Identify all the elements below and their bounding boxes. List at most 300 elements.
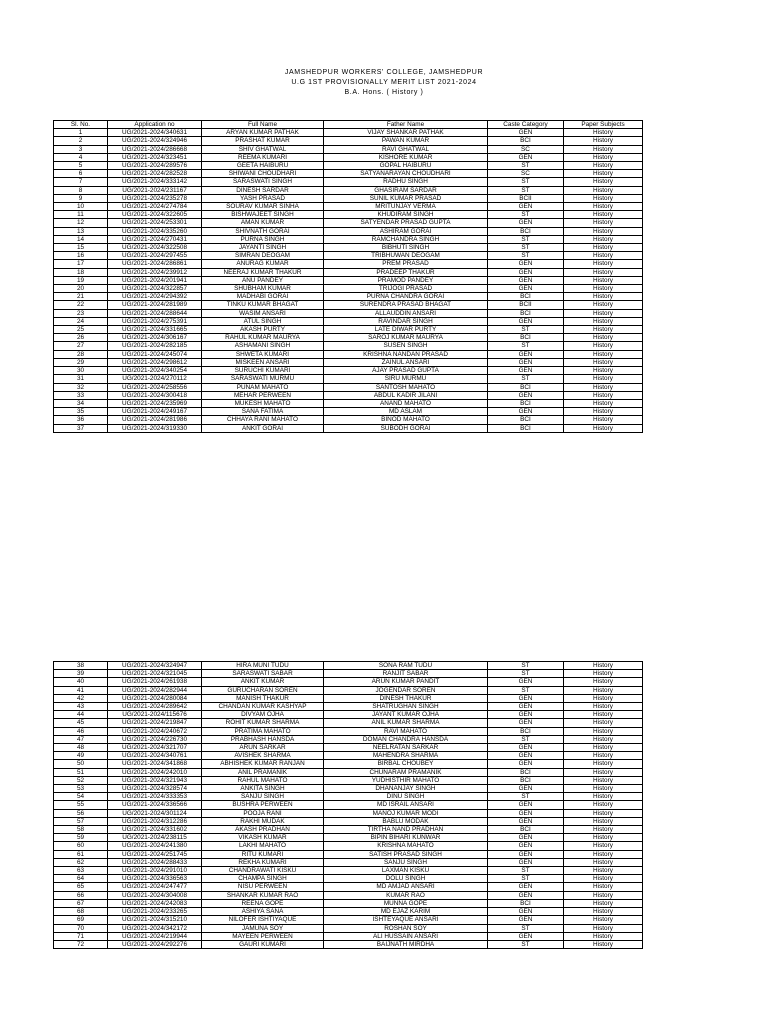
cell-caste-category: GEN [488, 817, 564, 825]
cell-application-no: UG/2021-2024/281989 [108, 301, 202, 309]
merit-list-title: U.G 1ST PROVISIONALLY MERIT LIST 2021-2024 [291, 79, 477, 86]
cell-caste-category: BCI [488, 424, 564, 432]
cell-father-name: MAHENDRA SHARMA [324, 752, 488, 760]
cell-sl-no: 45 [54, 719, 108, 727]
cell-application-no: UG/2021-2024/253301 [108, 219, 202, 227]
cell-sl-no: 67 [54, 899, 108, 907]
cell-full-name: AVISHEK SHARMA [202, 752, 324, 760]
merit-table-page-1 [53, 120, 643, 433]
table-row [54, 252, 643, 260]
cell-father-name: SATYENDAR PRASAD GUPTA [324, 219, 488, 227]
cell-paper-subject: History [564, 408, 643, 416]
cell-full-name: REENA GOPE [202, 899, 324, 907]
cell-father-name: ARUN KUMAR PANDIT [324, 678, 488, 686]
cell-full-name: REEMA KUMARI [202, 153, 324, 161]
cell-full-name: ABHISHEK KUMAR RANJAN [202, 760, 324, 768]
table-row [54, 244, 643, 252]
cell-application-no: UG/2021-2024/251745 [108, 850, 202, 858]
cell-full-name: YASH PRASAD [202, 194, 324, 202]
cell-full-name: ROHIT KUMAR SHARMA [202, 719, 324, 727]
cell-paper-subject: History [564, 350, 643, 358]
merit-table-page-2 [53, 661, 643, 949]
cell-application-no: UG/2021-2024/282528 [108, 170, 202, 178]
table-row [54, 793, 643, 801]
cell-father-name: PREM PRASAD [324, 260, 488, 268]
cell-sl-no: 55 [54, 801, 108, 809]
cell-paper-subject: History [564, 317, 643, 325]
cell-father-name: KUMAR RAO [324, 891, 488, 899]
cell-full-name: SARASWATI SABAR [202, 670, 324, 678]
cell-paper-subject: History [564, 834, 643, 842]
cell-paper-subject: History [564, 858, 643, 866]
column-header-sl-no: Sl. No. [54, 121, 108, 129]
cell-full-name: ANURAG KUMAR [202, 260, 324, 268]
cell-caste-category: BCI [488, 227, 564, 235]
cell-sl-no: 65 [54, 883, 108, 891]
cell-paper-subject: History [564, 940, 643, 948]
table-row [54, 285, 643, 293]
cell-sl-no: 51 [54, 768, 108, 776]
cell-sl-no: 56 [54, 809, 108, 817]
cell-application-no: UG/2021-2024/322857 [108, 285, 202, 293]
cell-caste-category: ST [488, 686, 564, 694]
cell-application-no: UG/2021-2024/282944 [108, 686, 202, 694]
cell-sl-no: 37 [54, 424, 108, 432]
cell-sl-no: 43 [54, 703, 108, 711]
cell-sl-no: 72 [54, 940, 108, 948]
cell-paper-subject: History [564, 358, 643, 366]
cell-sl-no: 31 [54, 375, 108, 383]
cell-application-no: UG/2021-2024/282185 [108, 342, 202, 350]
cell-full-name: ASHIYA SANA [202, 908, 324, 916]
table-row [54, 186, 643, 194]
cell-full-name: AKASH PRADHAN [202, 826, 324, 834]
cell-application-no: UG/2021-2024/291010 [108, 867, 202, 875]
cell-sl-no: 35 [54, 408, 108, 416]
cell-sl-no: 48 [54, 744, 108, 752]
cell-paper-subject: History [564, 211, 643, 219]
cell-father-name: ABDUL KADIR JILANI [324, 391, 488, 399]
table-header-row [54, 121, 643, 129]
cell-application-no: UG/2021-2024/233265 [108, 908, 202, 916]
cell-caste-category: GEN [488, 891, 564, 899]
cell-sl-no: 60 [54, 842, 108, 850]
cell-full-name: JAYANTI SINGH [202, 244, 324, 252]
cell-paper-subject: History [564, 752, 643, 760]
cell-father-name: BABLU MODAK [324, 817, 488, 825]
cell-caste-category: GEN [488, 203, 564, 211]
cell-sl-no: 64 [54, 875, 108, 883]
cell-father-name: RAVI GHATWAL [324, 145, 488, 153]
cell-father-name: LATE DIWAR PURTY [324, 326, 488, 334]
table-row [54, 817, 643, 825]
cell-caste-category: ST [488, 252, 564, 260]
cell-full-name: AMAN KUMAR [202, 219, 324, 227]
table-row [54, 203, 643, 211]
cell-sl-no: 50 [54, 760, 108, 768]
cell-application-no: UG/2021-2024/226730 [108, 735, 202, 743]
cell-caste-category: ST [488, 244, 564, 252]
cell-paper-subject: History [564, 670, 643, 678]
table-row [54, 235, 643, 243]
table-row [54, 399, 643, 407]
cell-father-name: KISHORE KUMAR [324, 153, 488, 161]
cell-sl-no: 54 [54, 793, 108, 801]
cell-full-name: HIRA MUNI TUDU [202, 662, 324, 670]
cell-full-name: MAYEEN PERWEEN [202, 932, 324, 940]
cell-full-name: SURUCHI KUMARI [202, 367, 324, 375]
cell-sl-no: 18 [54, 268, 108, 276]
cell-caste-category: GEN [488, 760, 564, 768]
cell-father-name: PRAMOD PANDEY [324, 276, 488, 284]
cell-caste-category: BCII [488, 301, 564, 309]
cell-paper-subject: History [564, 334, 643, 342]
cell-paper-subject: History [564, 776, 643, 784]
cell-caste-category: GEN [488, 219, 564, 227]
cell-caste-category: ST [488, 662, 564, 670]
cell-father-name: MD ASLAM [324, 408, 488, 416]
cell-application-no: UG/2021-2024/289642 [108, 703, 202, 711]
cell-full-name: AKASH PURTY [202, 326, 324, 334]
cell-paper-subject: History [564, 817, 643, 825]
cell-full-name: GEETA HAIBURU [202, 162, 324, 170]
cell-application-no: UG/2021-2024/245074 [108, 350, 202, 358]
cell-full-name: CHAMPA SINGH [202, 875, 324, 883]
cell-application-no: UG/2021-2024/231167 [108, 186, 202, 194]
cell-caste-category: BCI [488, 776, 564, 784]
cell-application-no: UG/2021-2024/336566 [108, 801, 202, 809]
cell-caste-category: GEN [488, 908, 564, 916]
cell-paper-subject: History [564, 424, 643, 432]
table-row [54, 834, 643, 842]
cell-sl-no: 1 [54, 129, 108, 137]
cell-full-name: SARASWATI SINGH [202, 178, 324, 186]
cell-caste-category: GEN [488, 711, 564, 719]
column-header-paper-subjects: Paper Subjects [564, 121, 643, 129]
cell-paper-subject: History [564, 170, 643, 178]
cell-sl-no: 22 [54, 301, 108, 309]
cell-full-name: SIMRAN DEOGAM [202, 252, 324, 260]
cell-paper-subject: History [564, 735, 643, 743]
table-row [54, 858, 643, 866]
cell-application-no: UG/2021-2024/242010 [108, 768, 202, 776]
table-row [54, 801, 643, 809]
table-row [54, 317, 643, 325]
cell-caste-category: ST [488, 924, 564, 932]
cell-caste-category: GEN [488, 719, 564, 727]
cell-caste-category: GEN [488, 752, 564, 760]
cell-full-name: WASIM ANSARI [202, 309, 324, 317]
table-row [54, 293, 643, 301]
cell-caste-category: GEN [488, 744, 564, 752]
cell-paper-subject: History [564, 399, 643, 407]
cell-sl-no: 10 [54, 203, 108, 211]
cell-full-name: PRABHASH HANSDA [202, 735, 324, 743]
cell-full-name: MANISH THAKUR [202, 694, 324, 702]
table-row [54, 178, 643, 186]
cell-sl-no: 17 [54, 260, 108, 268]
cell-paper-subject: History [564, 309, 643, 317]
cell-sl-no: 66 [54, 891, 108, 899]
cell-paper-subject: History [564, 244, 643, 252]
column-header-father-name: Father Name [324, 121, 488, 129]
cell-sl-no: 23 [54, 309, 108, 317]
cell-full-name: TINKU KUMAR BHAGAT [202, 301, 324, 309]
cell-sl-no: 12 [54, 219, 108, 227]
cell-caste-category: GEN [488, 850, 564, 858]
cell-father-name: JAYANT KUMAR OJHA [324, 711, 488, 719]
cell-caste-category: GEN [488, 367, 564, 375]
table-row [54, 694, 643, 702]
cell-application-no: UG/2021-2024/331602 [108, 826, 202, 834]
cell-caste-category: BCI [488, 727, 564, 735]
cell-application-no: UG/2021-2024/304008 [108, 891, 202, 899]
table-row [54, 408, 643, 416]
cell-caste-category: GEN [488, 703, 564, 711]
table-row [54, 809, 643, 817]
cell-caste-category: ST [488, 670, 564, 678]
cell-father-name: BINOD MAHATO [324, 416, 488, 424]
cell-father-name: SANTOSH MAHATO [324, 383, 488, 391]
cell-sl-no: 46 [54, 727, 108, 735]
cell-application-no: UG/2021-2024/270431 [108, 235, 202, 243]
cell-application-no: UG/2021-2024/333353 [108, 793, 202, 801]
table-row [54, 842, 643, 850]
table-row [54, 227, 643, 235]
cell-caste-category: ST [488, 342, 564, 350]
cell-application-no: UG/2021-2024/321707 [108, 744, 202, 752]
cell-father-name: GOPAL HAIBURU [324, 162, 488, 170]
cell-father-name: KHUDIRAM SINGH [324, 211, 488, 219]
cell-father-name: BIRBAL CHOUBEY [324, 760, 488, 768]
table-row [54, 850, 643, 858]
cell-sl-no: 49 [54, 752, 108, 760]
cell-caste-category: GEN [488, 932, 564, 940]
table-row [54, 260, 643, 268]
cell-sl-no: 40 [54, 678, 108, 686]
cell-paper-subject: History [564, 686, 643, 694]
table-row [54, 350, 643, 358]
cell-caste-category: GEN [488, 834, 564, 842]
cell-sl-no: 16 [54, 252, 108, 260]
cell-application-no: UG/2021-2024/300418 [108, 391, 202, 399]
cell-application-no: UG/2021-2024/288644 [108, 309, 202, 317]
cell-full-name: REKHA KUMARI [202, 858, 324, 866]
cell-full-name: PURNA SINGH [202, 235, 324, 243]
cell-paper-subject: History [564, 301, 643, 309]
cell-father-name: SUNIL KUMAR PRASAD [324, 194, 488, 202]
cell-application-no: UG/2021-2024/286861 [108, 260, 202, 268]
cell-paper-subject: History [564, 768, 643, 776]
cell-paper-subject: History [564, 342, 643, 350]
cell-caste-category: GEN [488, 785, 564, 793]
cell-application-no: UG/2021-2024/249167 [108, 408, 202, 416]
cell-sl-no: 28 [54, 350, 108, 358]
cell-caste-category: BCI [488, 826, 564, 834]
table-row [54, 776, 643, 784]
cell-paper-subject: History [564, 744, 643, 752]
cell-paper-subject: History [564, 809, 643, 817]
column-header-full-name: Full Name [202, 121, 324, 129]
cell-paper-subject: History [564, 875, 643, 883]
cell-sl-no: 32 [54, 383, 108, 391]
cell-father-name: KRISHNA NANDAN PRASAD [324, 350, 488, 358]
cell-sl-no: 47 [54, 735, 108, 743]
cell-full-name: SHIV GHATWAL [202, 145, 324, 153]
cell-father-name: ALLAUDDIN ANSARI [324, 309, 488, 317]
cell-caste-category: GEN [488, 358, 564, 366]
cell-application-no: UG/2021-2024/301124 [108, 809, 202, 817]
cell-caste-category: GEN [488, 678, 564, 686]
cell-sl-no: 36 [54, 416, 108, 424]
cell-application-no: UG/2021-2024/270112 [108, 375, 202, 383]
cell-paper-subject: History [564, 793, 643, 801]
table-row [54, 391, 643, 399]
table-row [54, 424, 643, 432]
cell-caste-category: GEN [488, 801, 564, 809]
cell-sl-no: 6 [54, 170, 108, 178]
cell-father-name: RAVINDAR SINGH [324, 317, 488, 325]
cell-father-name: SATISH PRASAD SINGH [324, 850, 488, 858]
cell-father-name: BIBHUTI SINGH [324, 244, 488, 252]
cell-application-no: UG/2021-2024/115676 [108, 711, 202, 719]
cell-father-name: ASHIRAM GORAI [324, 227, 488, 235]
cell-father-name: BAIJNATH MIRDHA [324, 940, 488, 948]
cell-application-no: UG/2021-2024/340761 [108, 752, 202, 760]
cell-father-name: ANIL KUMAR SHARMA [324, 719, 488, 727]
cell-full-name: SHUBHAM KUMAR [202, 285, 324, 293]
cell-caste-category: BCI [488, 334, 564, 342]
cell-full-name: JAMUNA SOY [202, 924, 324, 932]
cell-sl-no: 7 [54, 178, 108, 186]
cell-application-no: UG/2021-2024/319330 [108, 424, 202, 432]
cell-full-name: PRATIMA MAHATO [202, 727, 324, 735]
cell-application-no: UG/2021-2024/258556 [108, 383, 202, 391]
cell-paper-subject: History [564, 662, 643, 670]
table-row [54, 940, 643, 948]
cell-father-name: JOGENDAR SOREN [324, 686, 488, 694]
cell-full-name: SOURAV KUMAR SINHA [202, 203, 324, 211]
cell-sl-no: 11 [54, 211, 108, 219]
cell-caste-category: ST [488, 326, 564, 334]
cell-paper-subject: History [564, 260, 643, 268]
cell-full-name: SHWETA KUMARI [202, 350, 324, 358]
cell-full-name: MEHAR PERWEEN [202, 391, 324, 399]
cell-paper-subject: History [564, 375, 643, 383]
cell-paper-subject: History [564, 416, 643, 424]
cell-application-no: UG/2021-2024/219944 [108, 932, 202, 940]
cell-sl-no: 69 [54, 916, 108, 924]
cell-full-name: SHANKAR KUMAR RAO [202, 891, 324, 899]
table-row [54, 268, 643, 276]
cell-application-no: UG/2021-2024/322605 [108, 211, 202, 219]
cell-full-name: PUNAM MAHATO [202, 383, 324, 391]
cell-caste-category: GEN [488, 276, 564, 284]
cell-caste-category: BCI [488, 399, 564, 407]
cell-sl-no: 33 [54, 391, 108, 399]
cell-father-name: ANAND MAHATO [324, 399, 488, 407]
table-row [54, 383, 643, 391]
cell-sl-no: 26 [54, 334, 108, 342]
cell-sl-no: 9 [54, 194, 108, 202]
cell-application-no: UG/2021-2024/336563 [108, 875, 202, 883]
table-row [54, 686, 643, 694]
cell-caste-category: ST [488, 162, 564, 170]
table-row [54, 358, 643, 366]
table-row [54, 153, 643, 161]
table-row [54, 211, 643, 219]
table-row [54, 768, 643, 776]
cell-application-no: UG/2021-2024/275391 [108, 317, 202, 325]
cell-sl-no: 5 [54, 162, 108, 170]
cell-father-name: SHATRUGHAN SINGH [324, 703, 488, 711]
cell-paper-subject: History [564, 891, 643, 899]
cell-full-name: BISHWAJEET SINGH [202, 211, 324, 219]
cell-father-name: TRIJOGI PRASAD [324, 285, 488, 293]
cell-caste-category: GEN [488, 317, 564, 325]
cell-caste-category: GEN [488, 153, 564, 161]
cell-sl-no: 14 [54, 235, 108, 243]
cell-father-name: TRIBHUWAN DEOGAM [324, 252, 488, 260]
table-row [54, 883, 643, 891]
cell-application-no: UG/2021-2024/201941 [108, 276, 202, 284]
cell-caste-category: GEN [488, 694, 564, 702]
cell-paper-subject: History [564, 235, 643, 243]
cell-paper-subject: History [564, 293, 643, 301]
cell-sl-no: 61 [54, 850, 108, 858]
cell-sl-no: 68 [54, 908, 108, 916]
cell-application-no: UG/2021-2024/235969 [108, 399, 202, 407]
cell-full-name: VIKASH KUMAR [202, 834, 324, 842]
cell-full-name: BUSHRA PERWEEN [202, 801, 324, 809]
table-row [54, 301, 643, 309]
cell-father-name: TIRTHA NAND PRADHAN [324, 826, 488, 834]
cell-father-name: MANOJ KUMAR MODI [324, 809, 488, 817]
table-row [54, 309, 643, 317]
cell-father-name: SUBODH GORAI [324, 424, 488, 432]
cell-application-no: UG/2021-2024/315210 [108, 916, 202, 924]
cell-father-name: SURENDRA PRASAD BHAGAT [324, 301, 488, 309]
cell-father-name: PURNA CHANDRA GORAI [324, 293, 488, 301]
cell-sl-no: 63 [54, 867, 108, 875]
cell-father-name: RAVI MAHATO [324, 727, 488, 735]
cell-caste-category: GEN [488, 408, 564, 416]
table-row [54, 744, 643, 752]
cell-father-name: MRITUNJAY VERMA [324, 203, 488, 211]
cell-father-name: DINESH THAKUR [324, 694, 488, 702]
cell-paper-subject: History [564, 383, 643, 391]
cell-caste-category: BCI [488, 768, 564, 776]
cell-full-name: ANKITA SINGH [202, 785, 324, 793]
cell-paper-subject: History [564, 145, 643, 153]
cell-paper-subject: History [564, 326, 643, 334]
cell-application-no: UG/2021-2024/294392 [108, 293, 202, 301]
table-row [54, 670, 643, 678]
cell-sl-no: 25 [54, 326, 108, 334]
cell-full-name: CHANDRAWATI KISKU [202, 867, 324, 875]
cell-sl-no: 53 [54, 785, 108, 793]
cell-paper-subject: History [564, 391, 643, 399]
cell-father-name: DOLU SINGH [324, 875, 488, 883]
cell-application-no: UG/2021-2024/333142 [108, 178, 202, 186]
cell-paper-subject: History [564, 826, 643, 834]
cell-father-name: NEELRATAN SARKAR [324, 744, 488, 752]
cell-sl-no: 34 [54, 399, 108, 407]
cell-caste-category: BCI [488, 383, 564, 391]
cell-application-no: UG/2021-2024/297455 [108, 252, 202, 260]
column-header-application-no: Application no [108, 121, 202, 129]
cell-full-name: MADHABI GORAI [202, 293, 324, 301]
